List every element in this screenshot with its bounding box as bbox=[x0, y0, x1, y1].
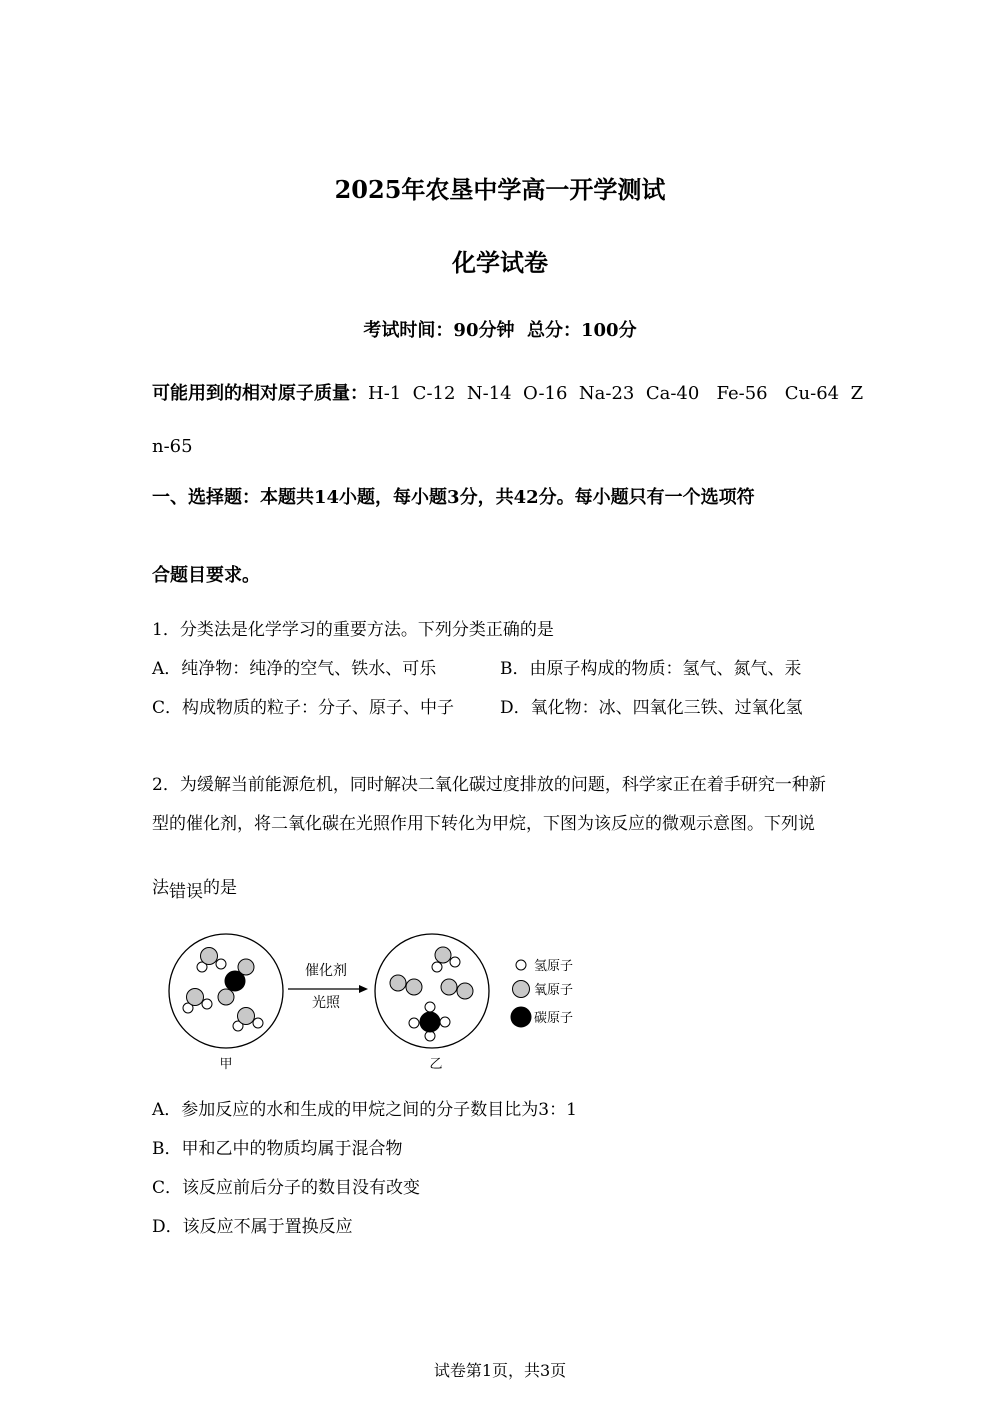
hydrogen-atom bbox=[216, 959, 226, 969]
legend-carbon-icon bbox=[511, 1007, 531, 1027]
q2-stem-line1: 2．为缓解当前能源危机，同时解决二氧化碳过度排放的问题，科学家正在着手研究一种新 bbox=[152, 775, 826, 795]
legend-hydrogen-icon bbox=[516, 960, 526, 970]
oxygen-atom bbox=[201, 948, 218, 965]
right-container-label: 乙 bbox=[429, 1057, 443, 1072]
oxygen-atom bbox=[457, 983, 473, 999]
q2-stem-line2: 型的催化剂，将二氧化碳在光照作用下转化为甲烷，下图为该反应的微观示意图。下列说 bbox=[152, 814, 815, 834]
legend-oxygen-label: 氧原子 bbox=[534, 983, 574, 998]
hydrogen-atom bbox=[440, 1017, 450, 1027]
oxygen-atom bbox=[441, 979, 457, 995]
hydrogen-atom bbox=[409, 1018, 419, 1028]
legend-carbon-label: 碳原子 bbox=[534, 1011, 574, 1026]
hydrogen-atom bbox=[432, 962, 442, 972]
atomic-mass-values: H-1 C-12 N-14 O-16 Na-23 Ca-40 Fe-56 Cu-64 Z bbox=[368, 383, 864, 404]
reaction-diagram bbox=[160, 925, 600, 1080]
atomic-mass-line bbox=[152, 385, 863, 403]
hydrogen-atom bbox=[202, 999, 212, 1009]
arrow-top-label: 催化剂 bbox=[305, 963, 347, 979]
oxygen-atom bbox=[406, 979, 422, 995]
atomic-mass-label: 可能用到的相对原子质量： bbox=[152, 383, 368, 404]
q2-stem-line3 bbox=[152, 878, 237, 902]
oxygen-atom bbox=[435, 947, 451, 963]
arrow-bottom-label: 光照 bbox=[312, 995, 340, 1011]
atomic-mass-values-continued: n-65 bbox=[152, 436, 193, 457]
exam-info: 考试时间：90分钟 总分：100分 bbox=[363, 320, 637, 341]
reaction-arrowhead bbox=[359, 985, 368, 993]
left-container-label: 甲 bbox=[219, 1057, 233, 1072]
q2-stem-text-end: 的是 bbox=[203, 878, 237, 898]
q1-option-d[interactable]: D．氧化物：冰、四氧化三铁、过氧化氢 bbox=[500, 698, 803, 718]
q2-option-d[interactable]: D．该反应不属于置换反应 bbox=[152, 1217, 353, 1237]
q1-option-c[interactable]: C．构成物质的粒子：分子、原子、中子 bbox=[152, 698, 455, 718]
q1-stem: 1．分类法是化学学习的重要方法。下列分类正确的是 bbox=[152, 620, 554, 640]
exam-title: 2025年农垦中学高一开学测试 bbox=[334, 175, 666, 204]
q1-option-b[interactable]: B．由原子构成的物质：氢气、氮气、汞 bbox=[500, 659, 802, 679]
q1-option-a[interactable]: A．纯净物：纯净的空气、铁水、可乐 bbox=[152, 659, 437, 679]
q2-option-b[interactable]: B．甲和乙中的物质均属于混合物 bbox=[152, 1139, 403, 1159]
hydrogen-atom bbox=[450, 957, 460, 967]
carbon-atom bbox=[225, 971, 245, 991]
hydrogen-atom bbox=[253, 1018, 263, 1028]
q2-option-a[interactable]: A．参加反应的水和生成的甲烷之间的分子数目比为3：1 bbox=[152, 1100, 577, 1120]
hydrogen-atom bbox=[425, 1002, 435, 1012]
subject-title: 化学试卷 bbox=[452, 248, 548, 277]
q2-option-c[interactable]: C．该反应前后分子的数目没有改变 bbox=[152, 1178, 421, 1198]
legend-oxygen-icon bbox=[513, 981, 530, 998]
oxygen-atom bbox=[390, 975, 406, 991]
oxygen-atom bbox=[218, 989, 234, 1005]
carbon-atom bbox=[420, 1012, 440, 1032]
oxygen-atom bbox=[187, 989, 204, 1006]
section-heading-line1: 一、选择题：本题共14小题，每小题3分，共42分。每小题只有一个选项符 bbox=[152, 487, 755, 508]
oxygen-atom bbox=[238, 1008, 255, 1025]
section-heading-line2: 合题目要求。 bbox=[152, 565, 260, 586]
q2-stem-text: 法 bbox=[152, 878, 169, 898]
legend-hydrogen-label: 氢原子 bbox=[534, 959, 574, 974]
page-footer: 试卷第1页，共3页 bbox=[433, 1361, 567, 1380]
q2-emphasis-word: 错误 bbox=[169, 882, 203, 902]
